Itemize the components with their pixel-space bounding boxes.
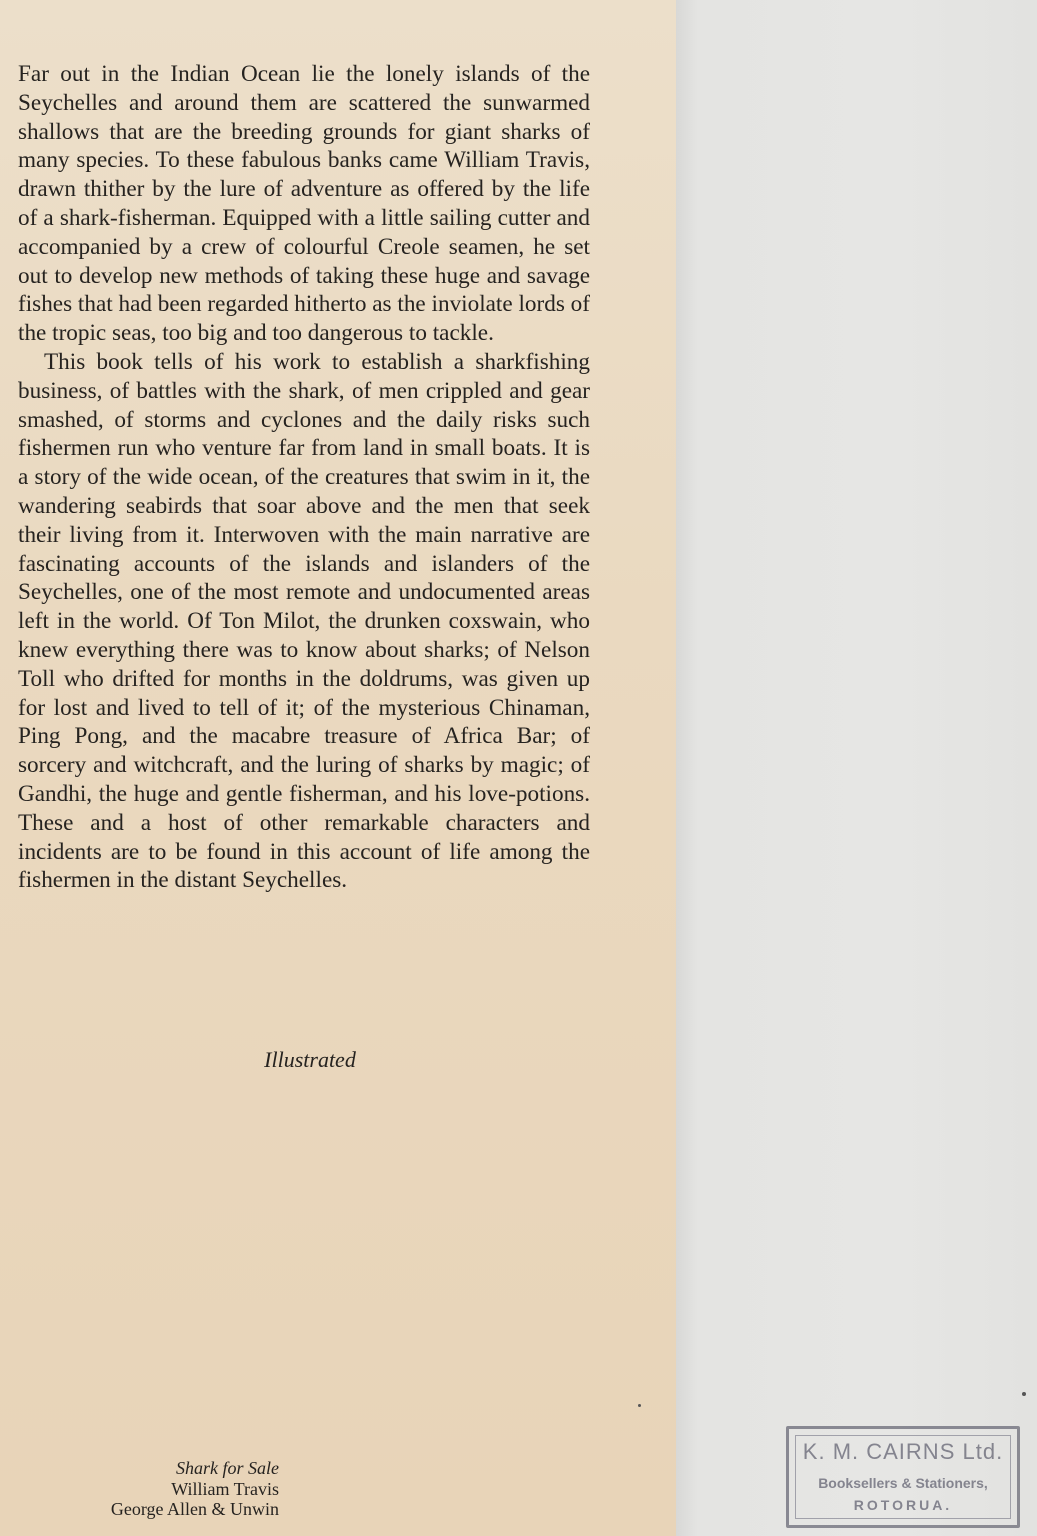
illustrated-note: Illustrated xyxy=(264,1047,356,1072)
book-credits xyxy=(111,1458,279,1520)
stamp-town: ROTORUA. xyxy=(853,1497,953,1513)
blurb-paragraph-2: This book tells of his work to establish a sharkfishing business, of battles with the shark, of men crippled and gear smashed, of storms and cyclones and the daily risks such fishermen run who venture far from land in small boats. It is a story of the wide ocean, of the creatures that swim in it, the wandering seabirds that soar above and the men that seek their living from it. Interwoven with the main narrative are fascinating accounts of the islands and islanders of the Seychelles, one of the most remote and undocumented areas left in the world. Of Ton Milot, the drunken coxswain, who knew everything there was to know about sharks; of Nelson Toll who drifted for months in the doldrums, was given up for lost and lived to tell of it; of the mysterious Chinaman, Ping Pong, and the macabre treasure of Africa Bar; of sorcery and witchcraft, and the luring of sharks by magic; of Gandhi, the huge and gentle fisherman, and his love-potions. These and a host of other remarkable characters and incidents are to be found in this account of life among the fishermen in the distant Seychelles. xyxy=(18,348,590,894)
endpaper xyxy=(676,0,1037,1536)
stamp-name: K. M. CAIRNS Ltd. xyxy=(802,1439,1004,1464)
blurb-paragraph-1: Far out in the Indian Ocean lie the lonely islands of the Seychelles and around them are scattered the sunwarmed shallows that are the breeding grounds for giant sharks of many species. To these fabulous banks came William Travis, drawn thither by the lure of adventure as offered by the life of a shark-fisherman. Equipped with a little sailing cutter and accompanied by a crew of colourful Creole seamen, he set out to develop new methods of taking these huge and savage fishes that had been regarded hitherto as the inviolate lords of the tropic seas, too big and too dangerous to tackle. xyxy=(18,61,590,347)
paper-speck xyxy=(1022,1392,1026,1396)
blurb-text xyxy=(18,60,590,895)
stamp-trade: Booksellers & Stationers, xyxy=(818,1475,988,1491)
paper-speck xyxy=(638,1404,641,1407)
book-publisher: George Allen & Unwin xyxy=(110,1499,279,1519)
book-title: Shark for Sale xyxy=(176,1458,279,1478)
book-author: William Travis xyxy=(171,1478,279,1499)
bookseller-stamp xyxy=(786,1426,1020,1528)
